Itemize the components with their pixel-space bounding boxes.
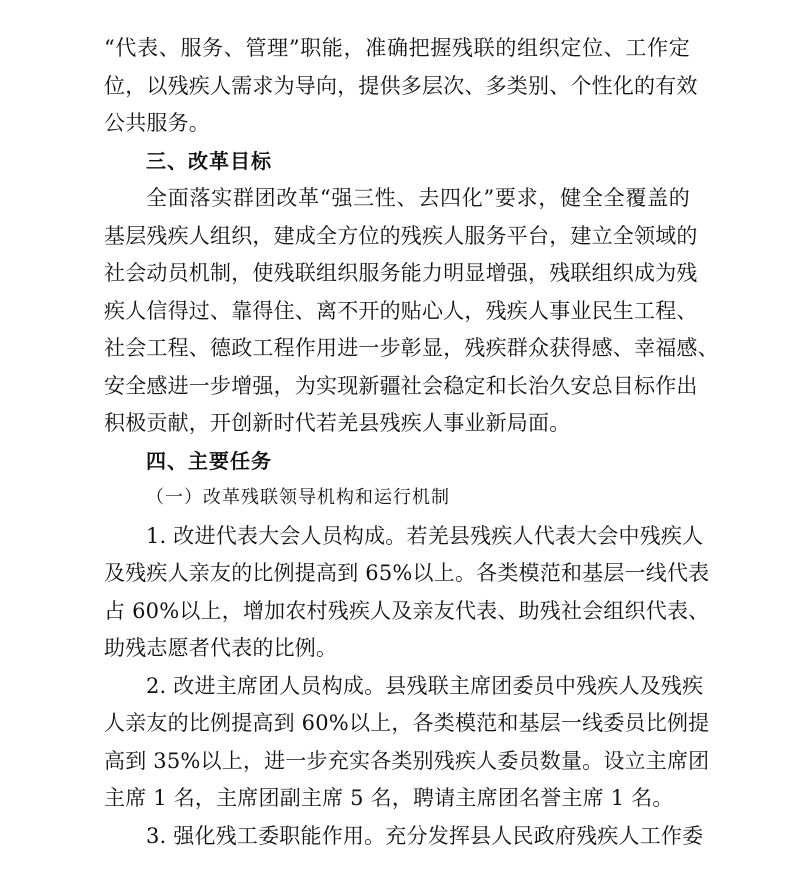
paragraph-line: 1. 改进代表大会人员构成。若羌县残疾人代表大会中残疾人 <box>146 524 704 548</box>
paragraph-line: 公共服务。 <box>104 111 210 135</box>
paragraph-line: 主席 1 名，主席团副主席 5 名，聘请主席团名誉主席 1 名。 <box>104 786 674 810</box>
paragraph-line: 助残志愿者代表的比例。 <box>104 636 338 660</box>
paragraph-line: 3. 强化残工委职能作用。充分发挥县人民政府残疾人工作委 <box>146 824 704 848</box>
subsection-heading: （一）改革残联领导机构和运行机制 <box>146 487 450 508</box>
paragraph-line: 基层残疾人组织，建成全方位的残疾人服务平台，建立全领域的 <box>104 224 698 248</box>
paragraph-line: 位，以残疾人需求为导向，提供多层次、多类别、个性化的有效 <box>104 74 698 98</box>
paragraph-line: 占 60%以上，增加农村残疾人及亲友代表、助残社会组织代表、 <box>104 599 710 623</box>
paragraph-line: 社会动员机制，使残联组织服务能力明显增强，残联组织成为残 <box>104 261 698 285</box>
paragraph-line: 2. 改进主席团人员构成。县残联主席团委员中残疾人及残疾 <box>146 674 704 698</box>
paragraph-line: 安全感进一步增强，为实现新疆社会稳定和长治久安总目标作出 <box>104 374 698 398</box>
paragraph-line: 社会工程、德政工程作用进一步彰显，残疾群众获得感、幸福感、 <box>104 336 719 360</box>
paragraph-line: 及残疾人亲友的比例提高到 65%以上。各类模范和基层一线代表 <box>104 561 710 585</box>
section-heading: 三、改革目标 <box>146 149 272 173</box>
paragraph-line: 全面落实群团改革“强三性、去四化”要求，健全全覆盖的 <box>146 186 690 210</box>
section-heading: 四、主要任务 <box>146 449 272 473</box>
paragraph-line: 高到 35%以上，进一步充实各类别残疾人委员数量。设立主席团 <box>104 749 710 773</box>
paragraph-line: “代表、服务、管理”职能，准确把握残联的组织定位、工作定 <box>104 36 690 60</box>
paragraph-line: 积极贡献，开创新时代若羌县残疾人事业新局面。 <box>104 411 571 435</box>
paragraph-line: 疾人信得过、靠得住、离不开的贴心人，残疾人事业民生工程、 <box>104 299 698 323</box>
paragraph-line: 人亲友的比例提高到 60%以上，各类模范和基层一线委员比例提 <box>104 711 710 735</box>
